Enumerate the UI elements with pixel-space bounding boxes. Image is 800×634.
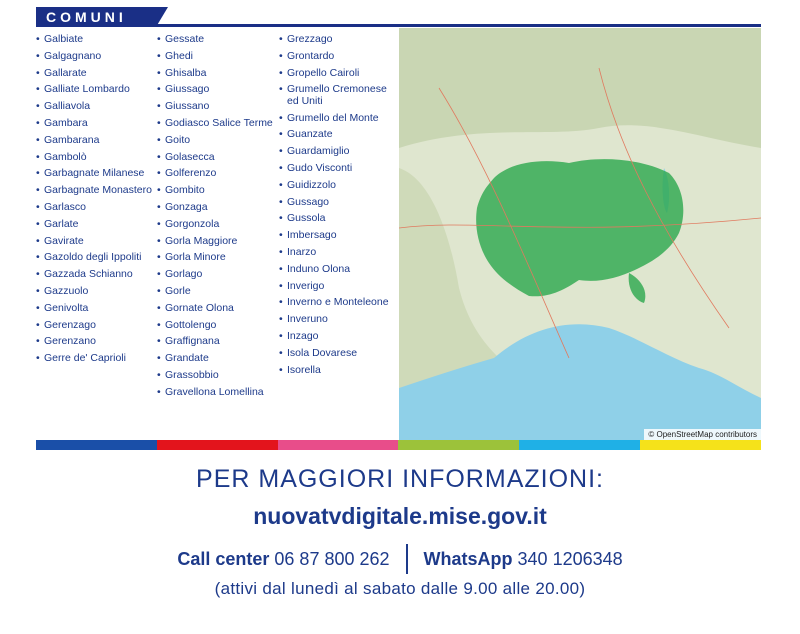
comune-item: • Isorella <box>279 365 399 377</box>
comune-item: • Giussano <box>157 101 277 113</box>
callcenter-label: Call center <box>177 548 275 569</box>
comune-item: • Giussago <box>157 84 277 96</box>
comune-item: • Gorla Maggiore <box>157 236 277 248</box>
callcenter-number: 06 87 800 262 <box>274 548 390 569</box>
comune-item: • Graffignana <box>157 336 277 348</box>
comune-item: • Grontardo <box>279 51 399 63</box>
comune-item: • Inverno e Monteleone <box>279 297 399 309</box>
comune-item: • Gazzuolo <box>36 286 156 298</box>
map-graphic <box>399 28 761 440</box>
comune-item: • Gottolengo <box>157 320 277 332</box>
callcenter <box>177 549 389 570</box>
comune-item: • Galliate Lombardo <box>36 84 156 96</box>
contact-divider <box>406 544 408 574</box>
comune-item: • Garlate <box>36 219 156 231</box>
comune-item: • Grumello del Monte <box>279 113 399 125</box>
strip-segment <box>398 440 519 450</box>
comune-item: • Gerre de' Caprioli <box>36 353 156 365</box>
comune-item: • Grassobbio <box>157 370 277 382</box>
comune-item: • Goito <box>157 135 277 147</box>
comune-item: • Gambolò <box>36 152 156 164</box>
comune-item: • Gombito <box>157 185 277 197</box>
comune-item: • Grumello Cremonese ed Uniti <box>279 84 399 107</box>
comune-item: • Inveruno <box>279 314 399 326</box>
header-notch <box>156 7 168 27</box>
comune-item: • Garlasco <box>36 202 156 214</box>
comune-item: • Guardamiglio <box>279 146 399 158</box>
header-bar <box>36 7 761 27</box>
comune-item: • Induno Olona <box>279 264 399 276</box>
comune-item: • Gerenzago <box>36 320 156 332</box>
comune-item: • Galliavola <box>36 101 156 113</box>
comune-item: • Gallarate <box>36 68 156 80</box>
info-url[interactable]: nuovatvdigitale.mise.gov.it <box>253 503 547 529</box>
comune-item: • Gorgonzola <box>157 219 277 231</box>
comune-item: • Gorla Minore <box>157 252 277 264</box>
comune-item: • Gazoldo degli Ippoliti <box>36 252 156 264</box>
comune-item: • Gessate <box>157 34 277 46</box>
comune-item: • Godiasco Salice Terme <box>157 118 277 130</box>
comune-item: • Gussago <box>279 197 399 209</box>
comune-item: • Gerenzano <box>36 336 156 348</box>
comune-item: • Galgagnano <box>36 51 156 63</box>
strip-segment <box>519 440 640 450</box>
comune-item: • Ghedi <box>157 51 277 63</box>
comuni-column-1 <box>36 34 156 370</box>
comuni-column-3 <box>279 34 399 381</box>
comune-item: • Grezzago <box>279 34 399 46</box>
comune-item: • Gambarana <box>36 135 156 147</box>
comune-item: • Gazzada Schianno <box>36 269 156 281</box>
whatsapp <box>424 549 623 570</box>
comune-item: • Galbiate <box>36 34 156 46</box>
whatsapp-label: WhatsApp <box>423 548 518 569</box>
header-title: COMUNI <box>36 7 156 27</box>
comune-item: • Genivolta <box>36 303 156 315</box>
whatsapp-number: 340 1206348 <box>517 548 623 569</box>
comune-item: • Garbagnate Milanese <box>36 168 156 180</box>
comune-item: • Guidizzolo <box>279 180 399 192</box>
strip-segment <box>640 440 761 450</box>
comune-item: • Golasecca <box>157 152 277 164</box>
comune-item: • Gorlago <box>157 269 277 281</box>
comune-item: • Gavirate <box>36 236 156 248</box>
comune-item: • Garbagnate Monastero <box>36 185 156 197</box>
comuni-list <box>36 34 396 434</box>
color-strip <box>36 440 761 450</box>
comune-item: • Guanzate <box>279 129 399 141</box>
comune-item: • Gonzaga <box>157 202 277 214</box>
comune-item: • Inarzo <box>279 247 399 259</box>
comune-item: • Grandate <box>157 353 277 365</box>
hours-text: (attivi dal lunedì al sabato dalle 9.00 alle 20.00) <box>214 579 586 598</box>
comune-item: • Gudo Visconti <box>279 163 399 175</box>
strip-segment <box>157 440 278 450</box>
comune-item: • Imbersago <box>279 230 399 242</box>
info-title: PER MAGGIORI INFORMAZIONI: <box>196 465 604 493</box>
comuni-column-2 <box>157 34 277 404</box>
comune-item: • Inzago <box>279 331 399 343</box>
comune-item: • Gorle <box>157 286 277 298</box>
map-credit: © OpenStreetMap contributors <box>644 429 761 440</box>
map-alps <box>399 28 761 148</box>
comune-item: • Gornate Olona <box>157 303 277 315</box>
comune-item: • Gussola <box>279 213 399 225</box>
comune-item: • Gravellona Lomellina <box>157 387 277 399</box>
coverage-map <box>399 28 761 440</box>
comune-item: • Gambara <box>36 118 156 130</box>
comune-item: • Golferenzo <box>157 168 277 180</box>
strip-segment <box>36 440 157 450</box>
comune-item: • Ghisalba <box>157 68 277 80</box>
comune-item: • Gropello Cairoli <box>279 68 399 80</box>
comune-item: • Inverigo <box>279 281 399 293</box>
strip-segment <box>278 440 399 450</box>
comune-item: • Isola Dovarese <box>279 348 399 360</box>
contact-row <box>0 544 800 574</box>
